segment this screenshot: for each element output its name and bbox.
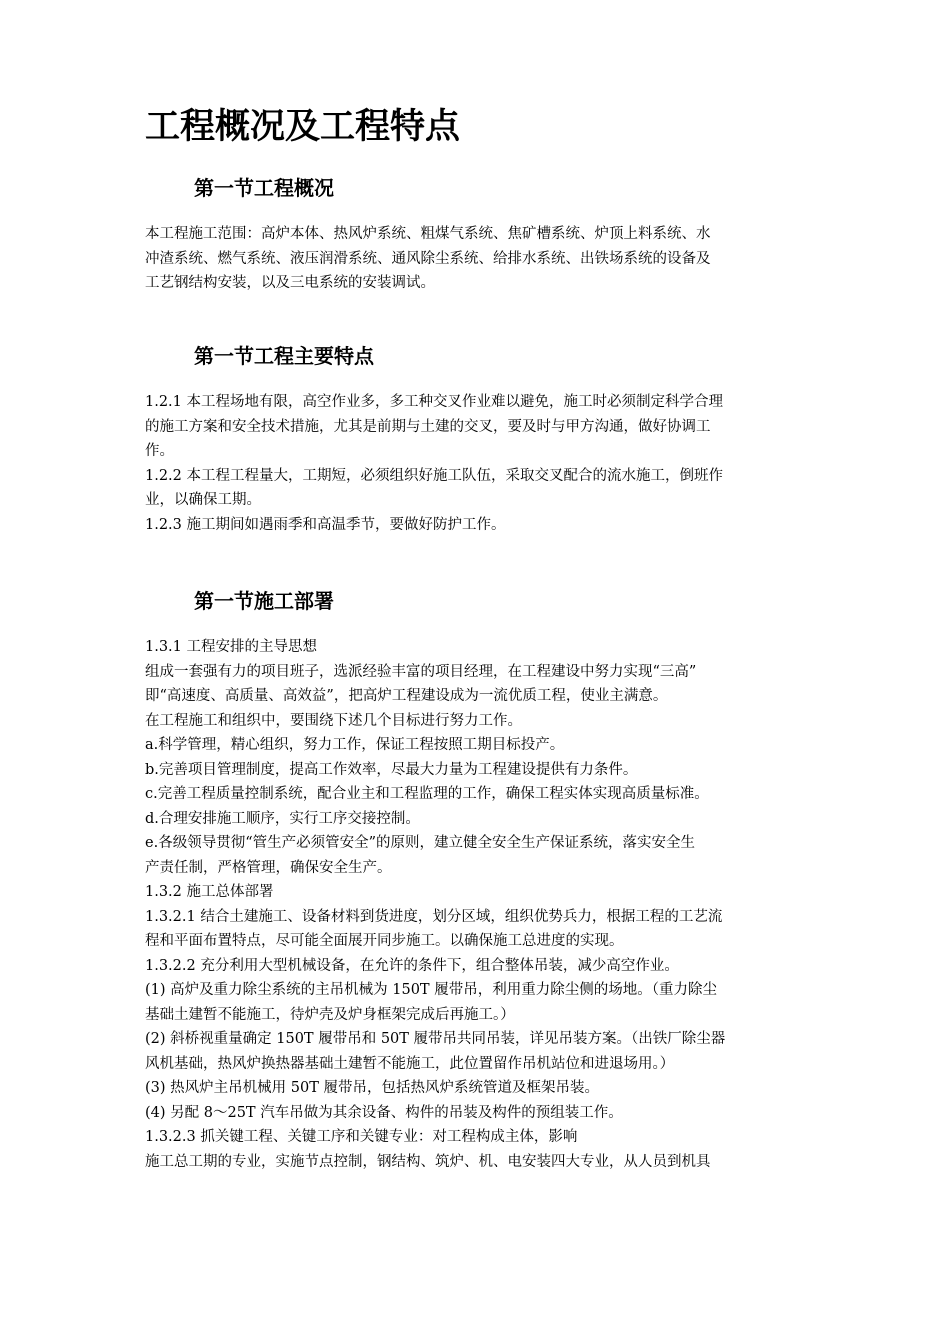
text-line: (1) 高炉及重力除尘系统的主吊机械为 150T 履带吊，利用重力除尘侧的场地。（重力除尘 <box>145 982 717 998</box>
text-line: 1.2.2 本工程工程量大，工期短，必须组织好施工队伍，采取交叉配合的流水施工，倒班作 <box>145 467 723 484</box>
text-line: 风机基础，热风炉换热器基础土建暂不能施工，此位置留作吊机站位和进退场用。） <box>145 1055 675 1072</box>
text-line: 在工程施工和组织中，要围绕下述几个目标进行努力工作。 <box>145 712 522 729</box>
text-line: 作。 <box>145 443 174 459</box>
text-line: 1.3.2 施工总体部署 <box>145 884 274 900</box>
text-line: (2) 斜桥视重量确定 150T 履带吊和 50T 履带吊共同吊装，详见吊装方案。（出铁厂除尘器 <box>145 1031 726 1047</box>
text-line: (4) 另配 8～25T 汽车吊做为其余设备、构件的吊装及构件的预组装工作。 <box>145 1104 623 1121</box>
text-line: c.完善工程质量控制系统，配合业主和工程监理的工作，确保工程实体实现高质量标准。 <box>145 786 709 802</box>
text-line: 1.2.3 施工期间如遇雨季和高温季节，要做好防护工作。 <box>145 516 506 533</box>
text-line: 1.2.1 本工程场地有限，高空作业多，多工种交叉作业难以避免，施工时必须制定科学合理 <box>145 394 723 410</box>
text-line: b.完善项目管理制度，提高工作效率，尽最大力量为工程建设提供有力条件。 <box>145 761 638 778</box>
text-line: 业，以确保工期。 <box>145 492 261 508</box>
text-line: 工艺钢结构安装，以及三电系统的安装调试。 <box>145 275 435 291</box>
section-heading-overview: 第一节工程概况 <box>194 176 334 200</box>
text-line: 冲渣系统、燃气系统、液压润滑系统、通风除尘系统、给排水系统、出铁场系统的设备及 <box>145 250 711 267</box>
text-line: 1.3.1 工程安排的主导思想 <box>145 639 318 655</box>
section-heading-deployment: 第一节施工部署 <box>194 589 334 613</box>
document-title: 工程概况及工程特点 <box>145 106 461 147</box>
text-line: 基础土建暂不能施工，待炉壳及炉身框架完成后再施工。） <box>145 1006 515 1023</box>
text-line: e.各级领导贯彻“管生产必须管安全”的原则，建立健全安全生产保证系统，落实安全生 <box>145 835 696 851</box>
text-line: 即“高速度、高质量、高效益”，把高炉工程建设成为一流优质工程，使业主满意。 <box>145 688 668 704</box>
text-line: (3) 热风炉主吊机械用 50T 履带吊，包括热风炉系统管道及框架吊装。 <box>145 1080 599 1096</box>
text-line: 程和平面布置特点，尽可能全面展开同步施工。以确保施工总进度的实现。 <box>145 933 624 949</box>
text-line: 1.3.2.1 结合土建施工、设备材料到货进度，划分区域，组织优势兵力，根据工程的工艺流 <box>145 908 723 925</box>
section-body-features <box>145 390 807 537</box>
section-body-deployment <box>145 635 807 1174</box>
text-line: 的施工方案和安全技术措施，尤其是前期与土建的交叉，要及时与甲方沟通，做好协调工 <box>145 418 711 435</box>
text-line: 组成一套强有力的项目班子，选派经验丰富的项目经理，在工程建设中努力实现“三高” <box>145 663 697 680</box>
section-body-overview <box>145 222 807 296</box>
text-line: 本工程施工范围：高炉本体、热风炉系统、粗煤气系统、焦矿槽系统、炉顶上料系统、水 <box>145 226 711 242</box>
text-line: 施工总工期的专业，实施节点控制，钢结构、筑炉、机、电安装四大专业，从人员到机具 <box>145 1153 711 1170</box>
text-line: a.科学管理，精心组织，努力工作，保证工程按照工期目标投产。 <box>145 737 565 753</box>
text-line: d.合理安排施工顺序，实行工序交接控制。 <box>145 810 420 827</box>
section-heading-features: 第一节工程主要特点 <box>194 344 374 368</box>
text-line: 产责任制，严格管理，确保安全生产。 <box>145 859 392 876</box>
text-line: 1.3.2.2 充分利用大型机械设备，在允许的条件下，组合整体吊装，减少高空作业。 <box>145 957 679 974</box>
text-line: 1.3.2.3 抓关键工程、关键工序和关键专业：对工程构成主体，影响 <box>145 1129 578 1145</box>
